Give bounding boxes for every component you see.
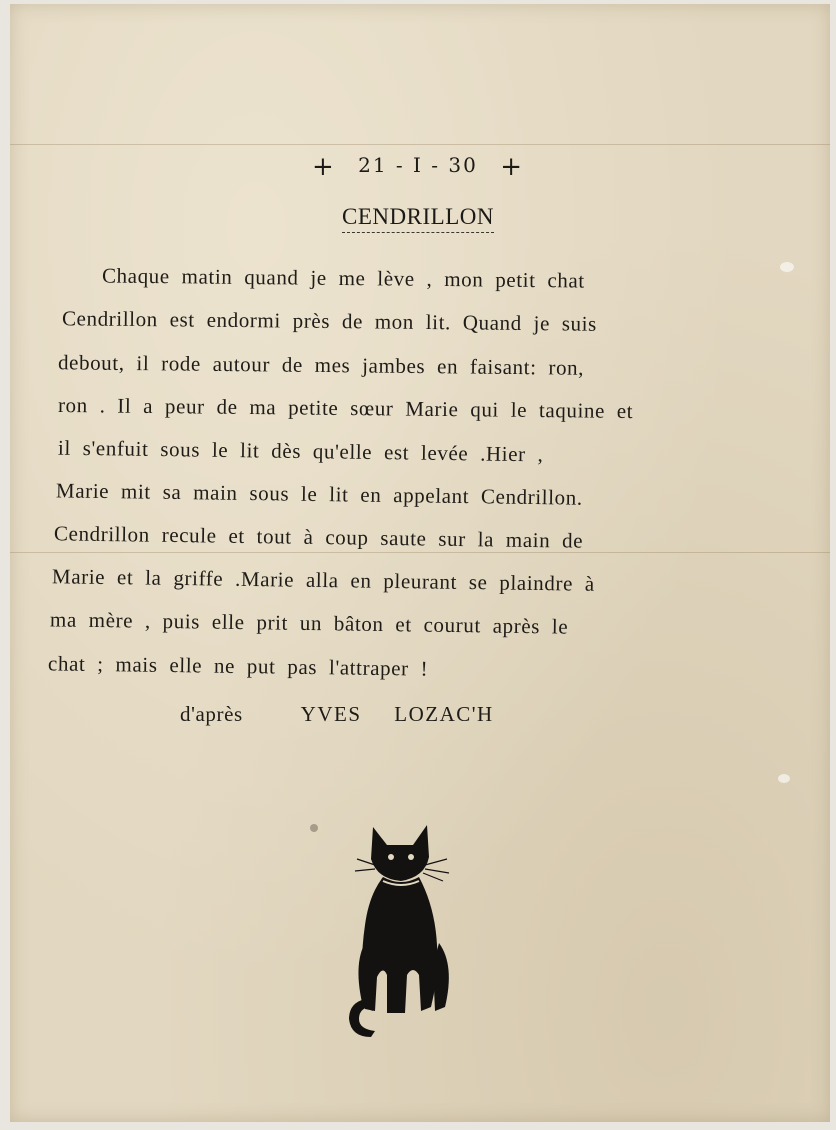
title-text: CENDRILLON bbox=[342, 204, 494, 233]
paper-speck bbox=[780, 262, 794, 272]
cross-mark-left: + bbox=[311, 152, 336, 182]
text-line-3: debout, il rode autour de mes jambes en faisant: ron, bbox=[57, 350, 585, 380]
date-heading bbox=[0, 152, 836, 182]
text-line-4: ron . Il a peur de ma petite sœur Marie qui le taquine et bbox=[57, 392, 634, 424]
signature bbox=[180, 702, 494, 727]
text-line-6: Marie mit sa main sous le lit en appelant Cendrillon. bbox=[55, 478, 583, 510]
text-line-1: Chaque matin quand je me lève , mon petit chat bbox=[101, 263, 585, 293]
text-line-2: Cendrillon est endormi près de mon lit. Quand je suis bbox=[61, 306, 598, 336]
cross-mark-right: + bbox=[500, 152, 525, 182]
text-line-8: Marie et la griffe .Marie alla en pleurant se plaindre à bbox=[51, 564, 595, 596]
signature-prefix: d'après bbox=[180, 702, 243, 726]
paper-fold-line bbox=[10, 144, 830, 145]
page-title bbox=[0, 204, 836, 230]
paper-speck bbox=[310, 824, 318, 832]
text-line-7: Cendrillon recule et tout à coup saute sur la main de bbox=[53, 521, 584, 553]
text-line-5: il s'enfuit sous le lit dès qu'elle est levée .Hier , bbox=[57, 435, 544, 467]
paper-fold-line bbox=[10, 552, 830, 553]
text-line-9: ma mère , puis elle prit un bâton et courut après le bbox=[49, 607, 569, 639]
text-line-10: chat ; mais elle ne put pas l'attraper ! bbox=[47, 651, 429, 681]
signature-author: YVES LOZAC'H bbox=[300, 702, 494, 726]
date-text: 21 - I - 30 bbox=[358, 153, 478, 177]
paper-speck bbox=[778, 774, 790, 783]
black-cat-icon bbox=[335, 815, 475, 1045]
